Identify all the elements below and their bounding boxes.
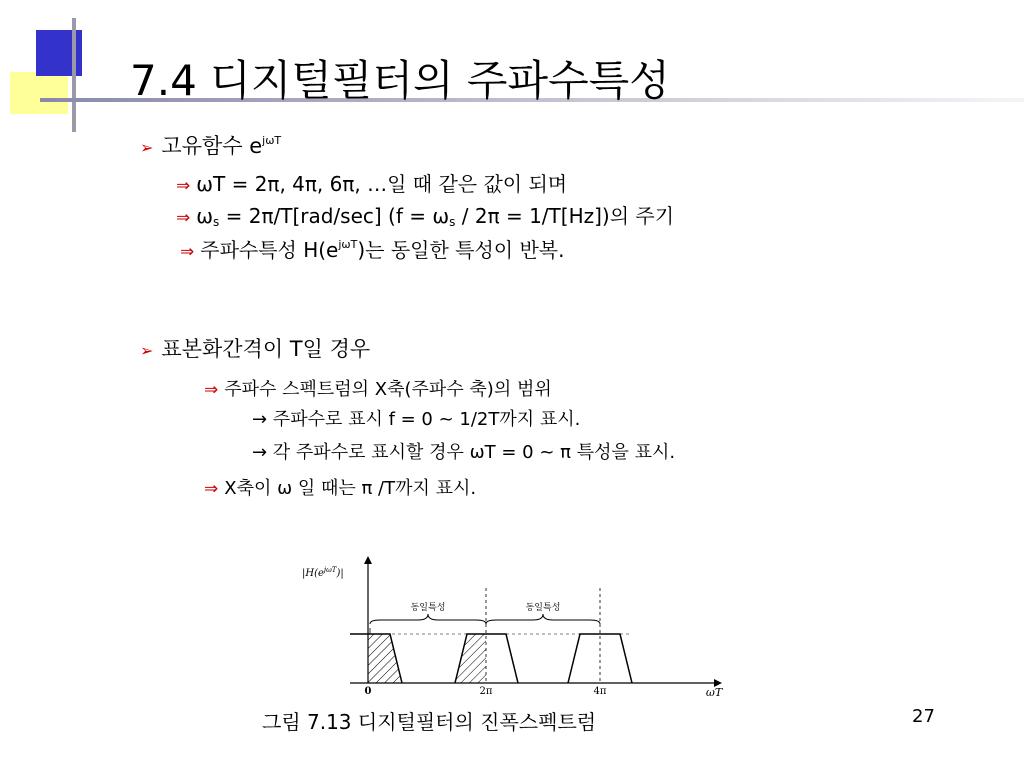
sub-item-angular-display: → 각 주파수로 표시할 경우 ωT = 0 ~ π 특성을 표시. bbox=[252, 442, 676, 463]
subscript-s: s bbox=[213, 215, 220, 229]
repeated-response-part1: 주파수특성 H(e bbox=[200, 238, 339, 262]
tick-label-4pi: 4π bbox=[593, 686, 607, 697]
omega-symbol: ω bbox=[196, 204, 213, 228]
bullet-eigenfunction bbox=[140, 130, 281, 160]
axis-range-text: 주파수 스펙트럼의 X축(주파수 축)의 범위 bbox=[224, 379, 552, 400]
eigenfunction-exponent: jωT bbox=[262, 134, 282, 147]
periodic-values-text: ωT = 2π, 4π, 6π, …일 때 같은 값이 되며 bbox=[196, 172, 568, 196]
sampling-interval-heading: 표본화간격이 T일 경우 bbox=[161, 337, 371, 361]
bullet-arrow-icon: ➢ bbox=[140, 341, 154, 360]
figure-caption: 그림 7.13 디지털필터의 진폭스펙트럼 bbox=[262, 710, 597, 734]
sampling-formula-part1: = 2π/T[rad/sec] (f = ω bbox=[219, 204, 450, 228]
sub-item-repeated-response bbox=[180, 234, 564, 263]
repeated-response-part2: )는 동일한 특성이 반복. bbox=[357, 238, 565, 262]
sub-item-omega-axis bbox=[204, 474, 476, 500]
y-axis-label: $|H(e^{j\omega T})|$ bbox=[302, 566, 344, 579]
response-lobe-4pi bbox=[568, 634, 632, 683]
label-same-characteristic-2: 동일특성 bbox=[525, 603, 561, 613]
decor-vertical-line bbox=[72, 18, 76, 132]
bullet-sampling-interval bbox=[140, 333, 370, 363]
y-axis-arrow bbox=[364, 556, 372, 564]
sub-item-axis-range bbox=[204, 375, 552, 401]
label-same-characteristic-1: 동일특성 bbox=[410, 603, 446, 613]
subscript-s: s bbox=[449, 215, 456, 229]
brace-same-2 bbox=[486, 614, 600, 624]
implies-icon: ⇒ bbox=[204, 479, 219, 499]
implies-icon: ⇒ bbox=[204, 380, 219, 400]
implies-icon: ⇒ bbox=[180, 242, 195, 262]
repeated-response-exponent: jωT bbox=[338, 238, 358, 251]
decor-yellow-square bbox=[10, 72, 68, 114]
brace-same-1 bbox=[370, 614, 486, 624]
bullet-arrow-icon: ➢ bbox=[140, 138, 154, 157]
sub-item-frequency-display: → 주파수로 표시 f = 0 ~ 1/2T까지 표시. bbox=[252, 409, 581, 430]
page-number: 27 bbox=[912, 706, 935, 727]
sub-item-periodic-values bbox=[176, 168, 567, 197]
implies-icon: ⇒ bbox=[176, 176, 191, 196]
implies-icon: ⇒ bbox=[176, 208, 191, 228]
eigenfunction-heading: 고유함수 e bbox=[161, 134, 263, 158]
sampling-formula-part2: / 2π = 1/T[Hz])의 주기 bbox=[455, 204, 675, 228]
x-axis-label: ωT bbox=[705, 686, 723, 698]
tick-label-0: 0 bbox=[364, 686, 372, 697]
sub-item-sampling-frequency bbox=[176, 200, 674, 229]
omega-axis-text: X축이 ω 일 때는 π /T까지 표시. bbox=[224, 478, 477, 499]
amplitude-spectrum-figure bbox=[290, 548, 730, 698]
hatched-region-0 bbox=[368, 634, 402, 683]
slide-title: 7.4 디지털필터의 주파수특성 bbox=[130, 56, 670, 105]
tick-label-2pi: 2π bbox=[479, 686, 493, 697]
hatched-region-2pi bbox=[455, 634, 486, 683]
